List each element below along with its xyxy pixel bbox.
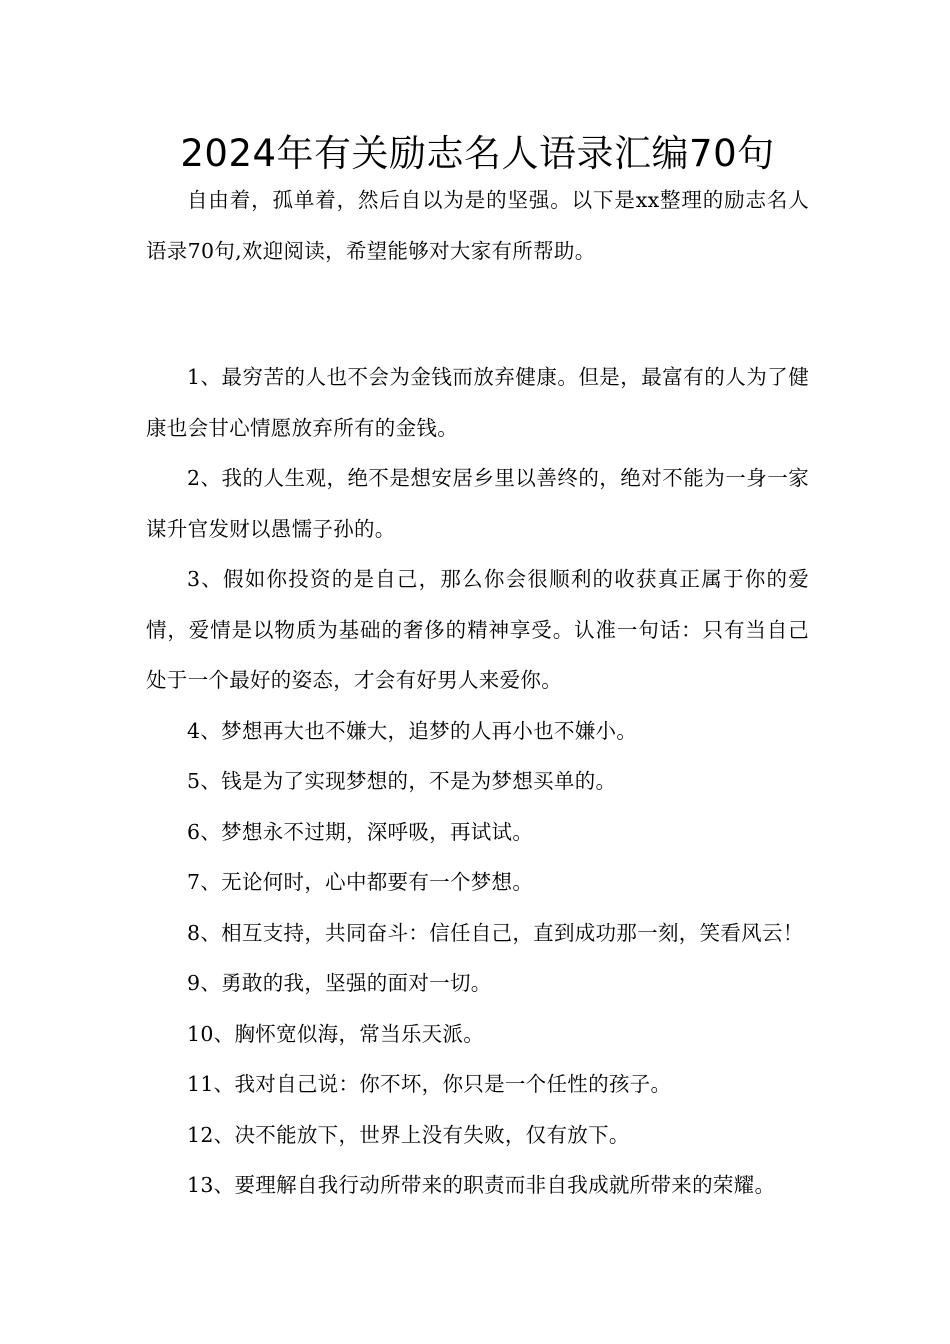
- quote-item: 8、相互支持，共同奋斗：信任自己，直到成功那一刻，笑看风云！: [187, 920, 804, 945]
- quote-item: 1、最穷苦的人也不会为金钱而放弃健康。但是，最富有的人为了健康也会甘心情愿放弃所有的金钱。: [146, 365, 809, 440]
- quote-item: 7、无论何时，心中都要有一个梦想。: [187, 870, 534, 894]
- quote-item: 5、钱是为了实现梦想的，不是为梦想买单的。: [187, 769, 617, 793]
- document-title: 2024年有关励志名人语录汇编70句: [180, 132, 775, 175]
- quote-item: 12、决不能放下，世界上没有失败，仅有放下。: [187, 1122, 630, 1147]
- quote-item: 2、我的人生观，绝不是想安居乡里以善终的，绝对不能为一身一家谋升官发财以愚懦子孙的。: [146, 466, 809, 541]
- quote-item: 13、要理解自我行动所带来的职责而非自我成就所带来的荣耀。: [187, 1173, 776, 1197]
- quote-item: 11、我对自己说：你不坏，你只是一个任性的孩子。: [187, 1072, 672, 1096]
- quote-list: [146, 352, 809, 1211]
- quote-item: 10、胸怀宽似海，常当乐天派。: [187, 1021, 485, 1046]
- intro-paragraph: 自由着，孤单着，然后自以为是的坚强。以下是xx整理的励志名人语录70句,欢迎阅读，希望能够对大家有所帮助。: [146, 188, 809, 263]
- quote-item: 6、梦想永不过期，深呼吸，再试试。: [187, 819, 534, 844]
- quote-item: 4、梦想再大也不嫌大，追梦的人再小也不嫌小。: [187, 718, 638, 743]
- quote-item: 3、假如你投资的是自己，那么你会很顺利的收获真正属于你的爱情，爱情是以物质为基础的奢侈的精神享受。认准一句话：只有当自己处于一个最好的姿态，才会有好男人来爱你。: [146, 567, 809, 692]
- quote-item: 9、勇敢的我，坚强的面对一切。: [187, 971, 492, 995]
